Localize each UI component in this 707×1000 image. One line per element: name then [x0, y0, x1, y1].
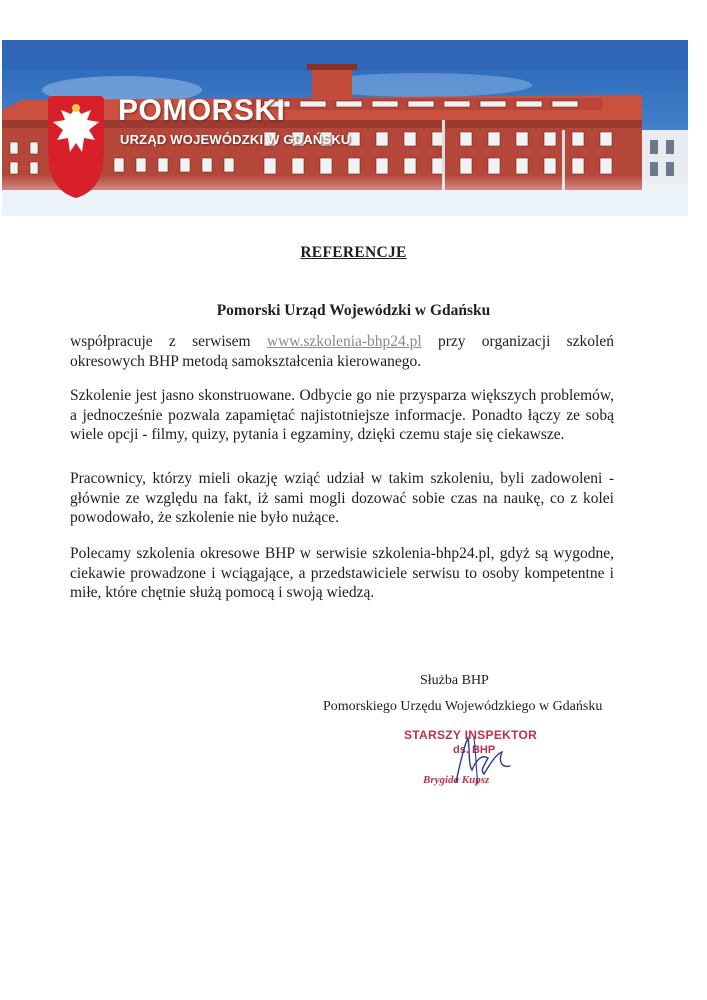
signature-organization: Pomorskiego Urzędu Wojewódzkiego w Gdańsku [323, 699, 603, 714]
paragraph-2: Szkolenie jest jasno skonstruowane. Odbycie go nie przysparza większych problemów, a jednocześnie pozwala zapamiętać najistotniejsze informacje. Ponadto łączy ze sobą wiele opcji - filmy, quizy, pytania i egzaminy, dzięki czemu staje się ciekawsze. [70, 387, 614, 444]
banner-illustration [2, 40, 688, 216]
stamp-line-department: ds. BHP [453, 744, 496, 756]
letter-title: REFERENCJE [300, 244, 407, 261]
header-banner [2, 40, 688, 216]
white-eagle-emblem-icon [48, 96, 104, 198]
handwritten-signature-icon [398, 724, 548, 799]
paragraph-3: Pracownicy, którzy mieli okazję wziąć udział w takim szkoleniu, byli zadowoleni - głównie ze względu na fakt, iż sami mogli dozować sobie czas na naukę, co z kolei powodowało, że szkolenie nie było nużące. [70, 470, 614, 527]
official-stamp [398, 724, 548, 799]
signature-department: Służba BHP [420, 673, 489, 688]
paragraph-4: Polecamy szkolenia okresowe BHP w serwisie szkolenia-bhp24.pl, gdyż są wygodne, ciekawie prowadzone i wciągające, a przedstawiciele serwisu to osoby kompetentne i miłe, które chętnie służą pomocą i swoją wiedzą. [70, 545, 614, 602]
website-link[interactable]: www.szkolenia-bhp24.pl [266, 333, 422, 350]
stamp-line-title: STARSZY INSPEKTOR [404, 728, 538, 742]
banner-subtitle: URZĄD WOJEWÓDZKI W GDAŃSKU [120, 132, 351, 147]
paragraph-1-start: współpracuje z serwisem [70, 333, 267, 350]
paragraph-1 [70, 332, 614, 371]
stamp-line-name: Brygida Kupsz [423, 774, 490, 786]
paragraph-1-end: przy organizacji szkoleń okresowych BHP metodą samokształcenia kierowanego. [70, 333, 614, 370]
letter-subtitle: Pomorski Urząd Wojewódzki w Gdańsku [216, 302, 491, 319]
banner-title: POMORSKI [118, 94, 286, 127]
